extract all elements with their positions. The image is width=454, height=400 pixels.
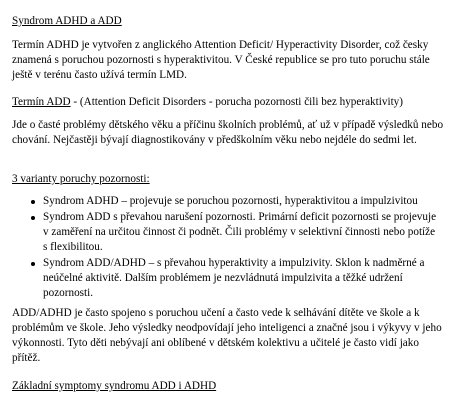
bullet-icon xyxy=(31,262,35,266)
variants-list xyxy=(0,194,446,302)
bullet-icon xyxy=(31,200,35,204)
list-item xyxy=(0,194,446,209)
list-item xyxy=(0,210,446,255)
variants-heading: 3 varianty poruchy pozornosti: xyxy=(12,173,150,185)
age-paragraph: Jde o časté problémy dětského věku a příčinu školních problémů, ať už v případě výsledků nebo chování. Nejčastěji bývají diagnostikovány v předškolním věku nebo nejdéle do sedmi let. xyxy=(12,119,444,146)
list-item-text: Syndrom ADD s převahou narušení pozornosti. Primární deficit pozornosti se projevuje v zaměření na určitou činnost či podnět. Čili problémy v selektivní činnosti nebo potíže s flexibilitou. xyxy=(43,211,437,253)
add-term-description: - (Attention Deficit Disorders - porucha pozornosti čili bez hyperaktivity) xyxy=(70,96,403,108)
add-term-heading: Termín ADD xyxy=(12,96,71,108)
add-definition-line xyxy=(12,95,446,110)
list-item-text: Syndrom ADHD – projevuje se poruchou pozornosti, hyperaktivitou a impulzivitou xyxy=(43,195,418,207)
intro-paragraph: Termín ADHD je vytvořen z anglického Attention Deficit/ Hyperactivity Disorder, což česky znamená s poruchou pozornosti s hyperaktivitou. V České republice se pro tuto poruchu stále ještě v terénu často užívá termín LMD. xyxy=(12,39,430,81)
learning-paragraph: ADD/ADHD je často spojeno s poruchou učení a často vede k selhávání dítěte ve škole a k problémům ve škole. Jeho výsledky neodpovídají jeho inteligenci a značné jsou i výkyvy v jeho výkonnosti. Tyto děti nebývají ani oblíbené v dětském kolektivu a učitelé je často vidí jako přítěž. xyxy=(12,307,442,364)
symptoms-heading: Základní symptomy syndromu ADD i ADHD xyxy=(12,380,217,392)
document-title: Syndrom ADHD a ADD xyxy=(12,15,122,27)
list-item xyxy=(0,256,446,301)
bullet-icon xyxy=(31,216,35,220)
list-item-text: Syndrom ADD/ADHD – s převahou hyperaktivity a impulzivity. Sklon k nadměrné a neúčelné aktivitě. Dalším problémem je nezvládnutá impulzivita a těžké udržení pozornosti. xyxy=(43,257,425,299)
